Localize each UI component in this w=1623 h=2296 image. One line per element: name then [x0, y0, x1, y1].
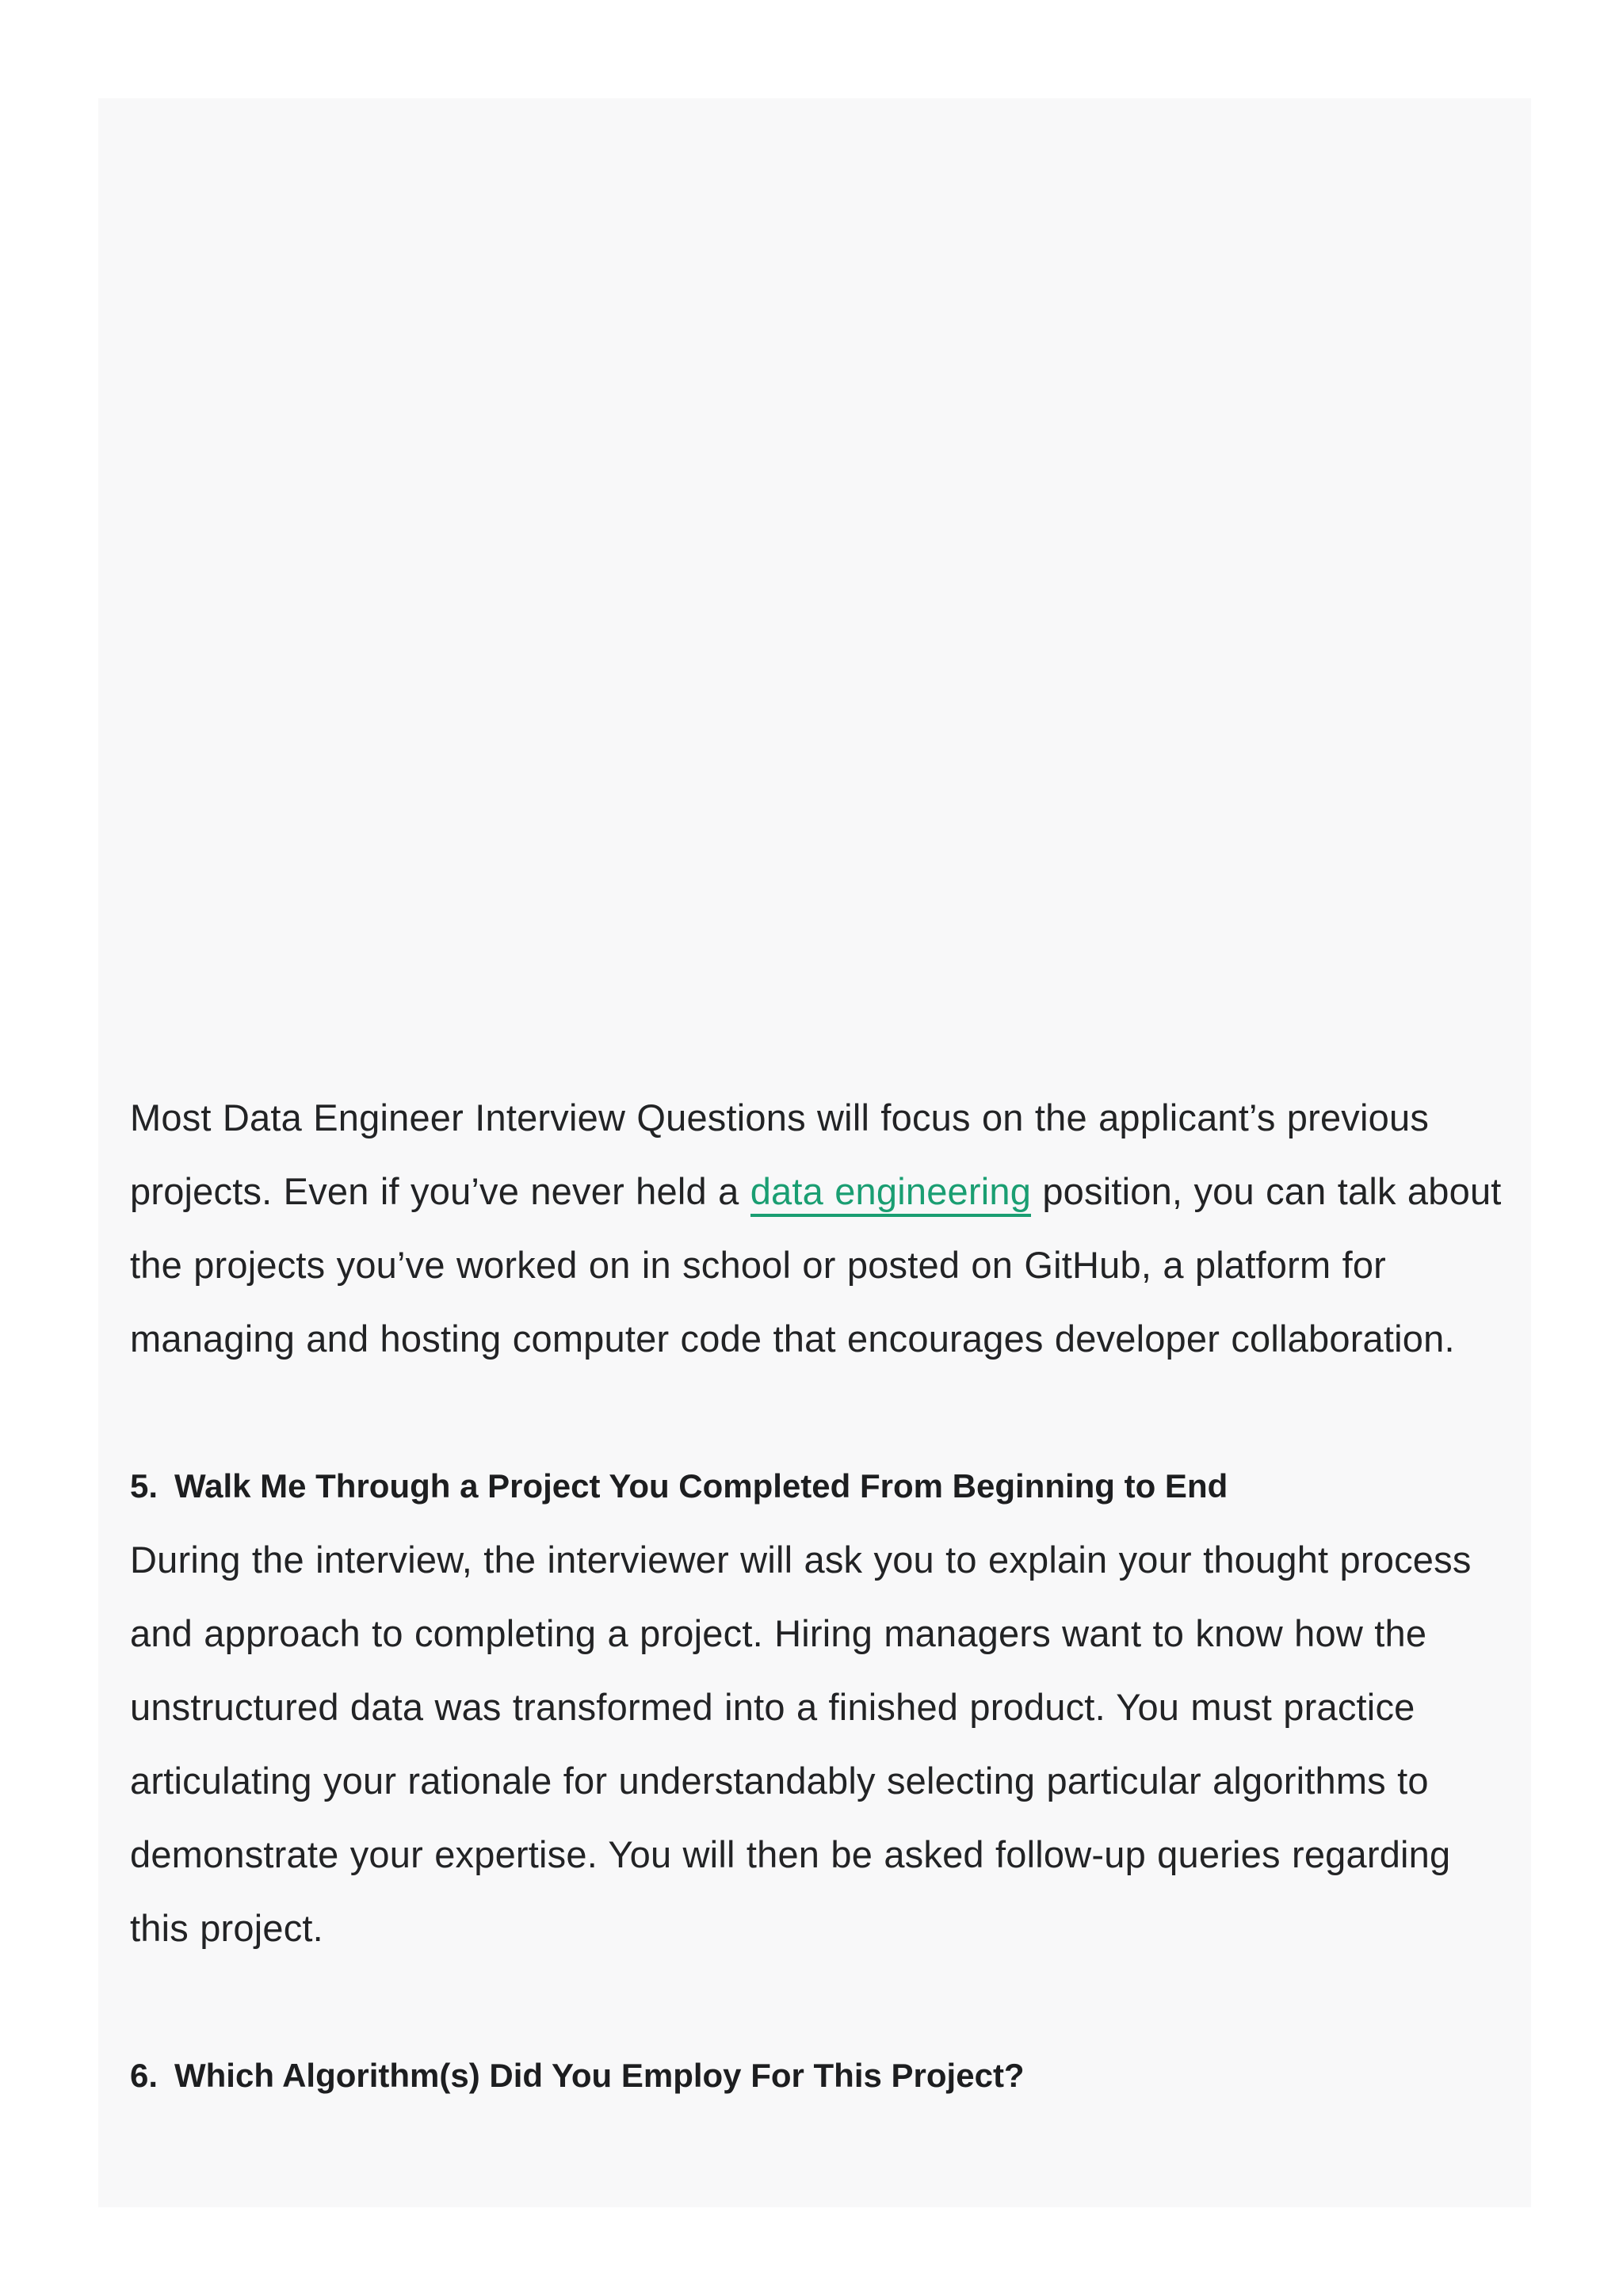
question-5-number: 5.	[130, 1467, 158, 1505]
spacer	[130, 1375, 1509, 1449]
question-5-title: Walk Me Through a Project You Completed From Beginning to End	[174, 1467, 1228, 1505]
question-6-number: 6.	[130, 2057, 158, 2094]
intro-paragraph	[130, 1081, 1509, 1375]
question-6-heading	[130, 2039, 1509, 2112]
content-panel	[98, 98, 1531, 2207]
article-content	[130, 1081, 1509, 2112]
spacer	[130, 1965, 1509, 2039]
question-6-title: Which Algorithm(s) Did You Employ For This Project?	[174, 2057, 1025, 2094]
data-engineering-link[interactable]: data engineering	[750, 1170, 1031, 1217]
question-5-body: During the interview, the interviewer will ask you to explain your thought process and approach to completing a project. Hiring managers want to know how the unstructured data was transformed into a finished product. You must practice articulating your rationale for understandably selecting particular algorithms to demonstrate your expertise. You will then be asked follow-up queries regarding this project.	[130, 1539, 1472, 1949]
intro-text-after-link: position, you can talk about the projects you’ve worked on in school or posted on GitHub, a platform for managing and hosting computer code that encourages developer collaboration.	[130, 1170, 1502, 1360]
intro-text-before-link: Most Data Engineer Interview Questions will focus on the applicant’s previous projects. Even if you’ve never held a	[130, 1097, 1430, 1212]
question-5-heading	[130, 1449, 1509, 1523]
